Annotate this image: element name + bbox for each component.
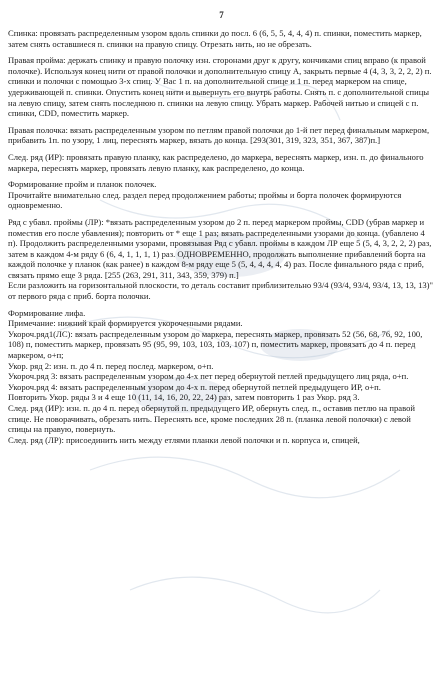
paragraph-back: Спинка: провязать распределенным узором вдоль спинки до посл. 6 (6, 5, 5, 4, 4, 4) п. спинки, поместить маркер, затем снять оставшиеся п. спинки на правую спицу. Отрезать нить, но не обрезать. — [8, 28, 422, 49]
document-body — [8, 28, 436, 445]
paragraph-right-front: Правая полочка: вязать распределенным узором по петлям правой полочки до 1-й пет перед финальным маркером, прибавить 1п. по узору, 1 лиц, переснять маркер, вязать до конца. [293(301, 319, 323, 351, 367, 387)п.] — [8, 124, 430, 146]
paragraph-bodice: Формирование лифа. Примечание: нижний край формируется укороченными рядами. Укороч.ряд1(ЛС): вязать распределенным узором до маркера, переснять маркер, провязать 52 (56, 68, 76, 92, 100, 108) п, поместить маркер, провязать 95 (95, 99, 103, 103, 103, 107) п, поместить маркер, провязать до 4 п. перед маркером, о+п; Укор. ряд 2: изн. п. до 4 п. перед послед. маркером, о+п. Укороч.ряд 3: вязать распределенным узором до 4-х пет перед обернутой петлей предыдущего лиц ряда, о+п. Укороч.ряд 4: вязать распределенным узором до 4-х п. перед обернутой петлей предыдущего ИР, о+п. Повторить Укор. ряды 3 и 4 еще 10 (11, 14, 16, 20, 22, 24) раз, затем повторить 1 раз Укор. ряд 3. След. ряд (ИР): изн. п. до 4 п. перед обернутой п. предыдущего ИР, обернуть след. п., оставив петлю на правой спице. Не поворачивать, обрезать нить. Переснять все, кроме последних 28 п. (планка левой полочки) с левой спицы на правую, повернуть. След. ряд (ЛР): присоединить нить между етлями планки левой полочки и п. корпуса и, спицей, — [8, 307, 423, 445]
page-number: 7 — [219, 10, 224, 20]
paragraph-right-armhole: Правая пройма: держать спинку и правую полочку изн. сторонами друг к другу, кончиками спиц вправо (к правой полочке). Используя конец нити от правой полочки и дополнительную спицу А, закрыть первые 4 (4, 3, 3, 2, 2, 2) п. спинки и полочки с помощью 3-х спиц. У Вас 1 п. на дополнительной спице и 1 п. перед маркером на спице, удерживающей п. спинки. Опустить конец нити и вывернуть его внутрь работы. Снять п. с дополнительной спицы на левую спицу, затем снять последнюю п. спинки на левую спицу. Убрать маркер. Рабочей нитью и спицей с п. спинки, CDD, поместить маркер. — [8, 55, 432, 119]
paragraph-shaping-heading: Формирование пройм и планок полочек. Прочитайте внимательно след. раздел перед продолжением работы; проймы и борта полочек формируются одновременно. — [8, 179, 402, 211]
paragraph-next-row: След. ряд (ИР): провязать правую планку, как распределено, до маркера, вереснять маркер, изн. п. до финального маркера, переснять маркер, провязать левую планку, как распределено, до конца. — [8, 151, 424, 173]
paragraph-armhole-decrease: Ряд с убавл. проймы (ЛР): *вязать распределенным узором до 2 п. перед маркером проймы, CDD (убрав маркер и поместив его после убавления); повторить от * еще 1 раз; вязать распределенными узорами до конца. (убавлено 4 п). Продолжить распределенными узорами, провязывая Ряд с убавл. проймы в каждом ЛР еще 5 (5, 4, 3, 2, 2, 2) раз, затем в каждом 4-м ряду 6 (6, 4, 1, 1, 1, 1) раз. ОДНОВРЕМЕННО, продолжать выполнение прибавлений борта на каждой полочке у планок (как ранее) в каждом 8-м ряду еще 5 (5, 4, 4, 4, 4, 4) раз. После финального ряда с приб, связать прямо еще 3 ряда. [255 (263, 291, 311, 343, 359, 379) п.] Если разложить на горизонтальной плоскости, то деталь составит приблизительно 93/4 (93/4, 93/4, 93/4, 13, 13, 13)" от первого ряда с приб. борта полочки. — [8, 216, 434, 302]
